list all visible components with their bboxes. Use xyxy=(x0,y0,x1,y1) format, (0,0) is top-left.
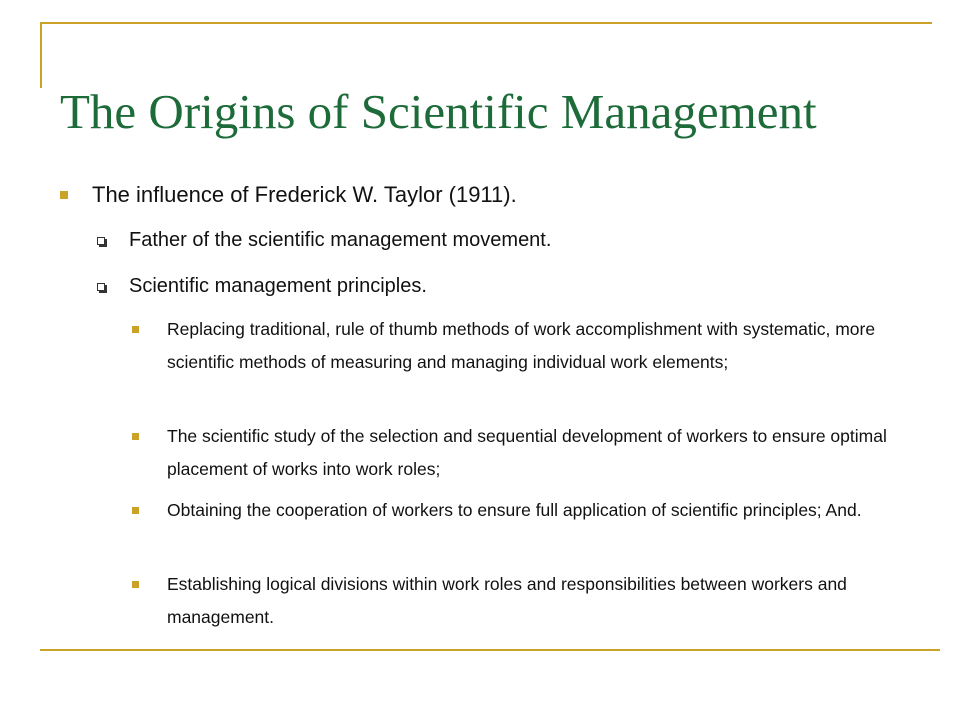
bullet-text: Establishing logical divisions within work roles and responsibilities between workers and management. xyxy=(167,574,847,627)
bottom-rule xyxy=(40,649,940,651)
top-rule xyxy=(40,22,932,24)
bullet-text: The influence of Frederick W. Taylor (1911). xyxy=(92,182,517,207)
bullet-text: Scientific management principles. xyxy=(129,275,427,297)
square-bullet-icon xyxy=(60,191,68,199)
box-bullet-icon xyxy=(97,237,105,245)
bullet-text: Obtaining the cooperation of workers to ensure full application of scientific principles; And. xyxy=(167,500,862,520)
square-bullet-icon xyxy=(132,507,139,514)
bullet-text: Father of the scientific management movement. xyxy=(129,229,552,251)
slide-title: The Origins of Scientific Management xyxy=(60,84,817,139)
square-bullet-icon xyxy=(132,433,139,440)
bullet-text: The scientific study of the selection and sequential development of workers to ensure optimal placement of works into work roles; xyxy=(167,426,887,479)
square-bullet-icon xyxy=(132,581,139,588)
box-bullet-icon xyxy=(97,283,105,291)
bullet-text: Replacing traditional, rule of thumb methods of work accomplishment with systematic, more scientific methods of measuring and managing individual work elements; xyxy=(167,319,876,372)
square-bullet-icon xyxy=(132,326,139,333)
left-rule xyxy=(40,22,42,88)
